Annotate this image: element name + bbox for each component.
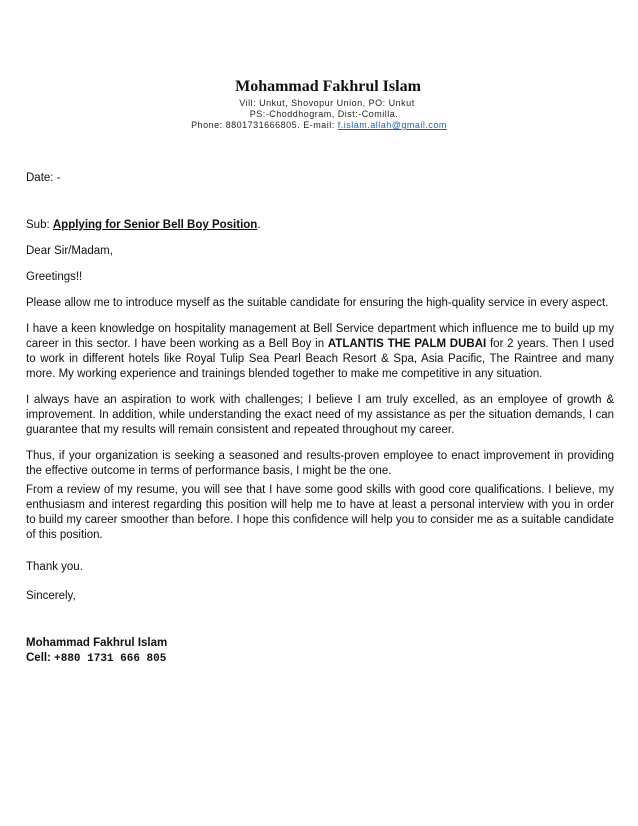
experience-text-b: for 2 years. Then I used to work in different hotels like Royal Tulip Sea Pearl Beach Resort & Spa, Asia Pacific, The Raintree and many more. My working experience and trainings blended together to make me competitive in any situation.	[26, 338, 614, 380]
letterhead	[0, 76, 638, 131]
letter-body	[26, 171, 614, 667]
cell-line	[26, 651, 614, 667]
experience-text-a: I have a keen knowledge on hospitality management at Bell Service department which influence me to build up my career in this sector. I have been working as a Bell Boy in	[26, 323, 614, 350]
address-line-1: Vill: Unkut, Shovopur Union, PO: Unkut	[239, 98, 415, 108]
hotel-name-bold: ATLANTIS THE PALM DUBAI	[327, 338, 487, 350]
paragraph-organization: Thus, if your organization is seeking a seasoned and results-proven employee to enact improvement in providing the effective outcome in terms of performance basis, I might be the one.	[26, 450, 614, 477]
date-line: Date: -	[26, 172, 61, 184]
sender-name-heading: Mohammad Fakhrul Islam	[235, 78, 421, 95]
subject-text: Applying for Senior Bell Boy Position	[52, 219, 258, 231]
greeting: Greetings!!	[26, 271, 83, 283]
phone-text: Phone: 8801731666805. E-mail:	[191, 120, 335, 130]
signature-name: Mohammad Fakhrul Islam	[26, 637, 168, 649]
subject-line	[26, 218, 614, 233]
subject-suffix: .	[257, 219, 261, 231]
paragraph-aspiration: I always have an aspiration to work with challenges; I believe I am truly excelled, as an employee of growth & improvement. In addition, while understanding the exact need of my assistance as per the situation demands, I can guarantee that my results will remain consistent and repeated throughout my career.	[26, 394, 614, 436]
contact-line	[0, 120, 638, 131]
closing: Sincerely,	[26, 590, 76, 602]
subject-prefix: Sub:	[26, 219, 50, 231]
paragraph-intro: Please allow me to introduce myself as the suitable candidate for ensuring the high-quality service in every aspect.	[26, 297, 609, 309]
thank-you: Thank you.	[26, 561, 83, 573]
address-line-2: PS:-Choddhogram, Dist:-Comilla.	[249, 109, 399, 119]
paragraph-resume: From a review of my resume, you will see that I have some good skills with good core qualifications. I believe, my enthusiasm and interest regarding this position will help me to have at least a personal interview with you in order to build my career smoother than before. I hope this confidence will help you to consider me as a suitable candidate of this position.	[26, 484, 614, 541]
salutation: Dear Sir/Madam,	[26, 245, 113, 257]
email-link[interactable]: f.islam.allah@gmail.com	[337, 120, 447, 130]
cell-number: +880 1731 666 805	[54, 653, 167, 665]
paragraph-experience	[26, 322, 614, 382]
cell-label: Cell:	[26, 652, 51, 664]
